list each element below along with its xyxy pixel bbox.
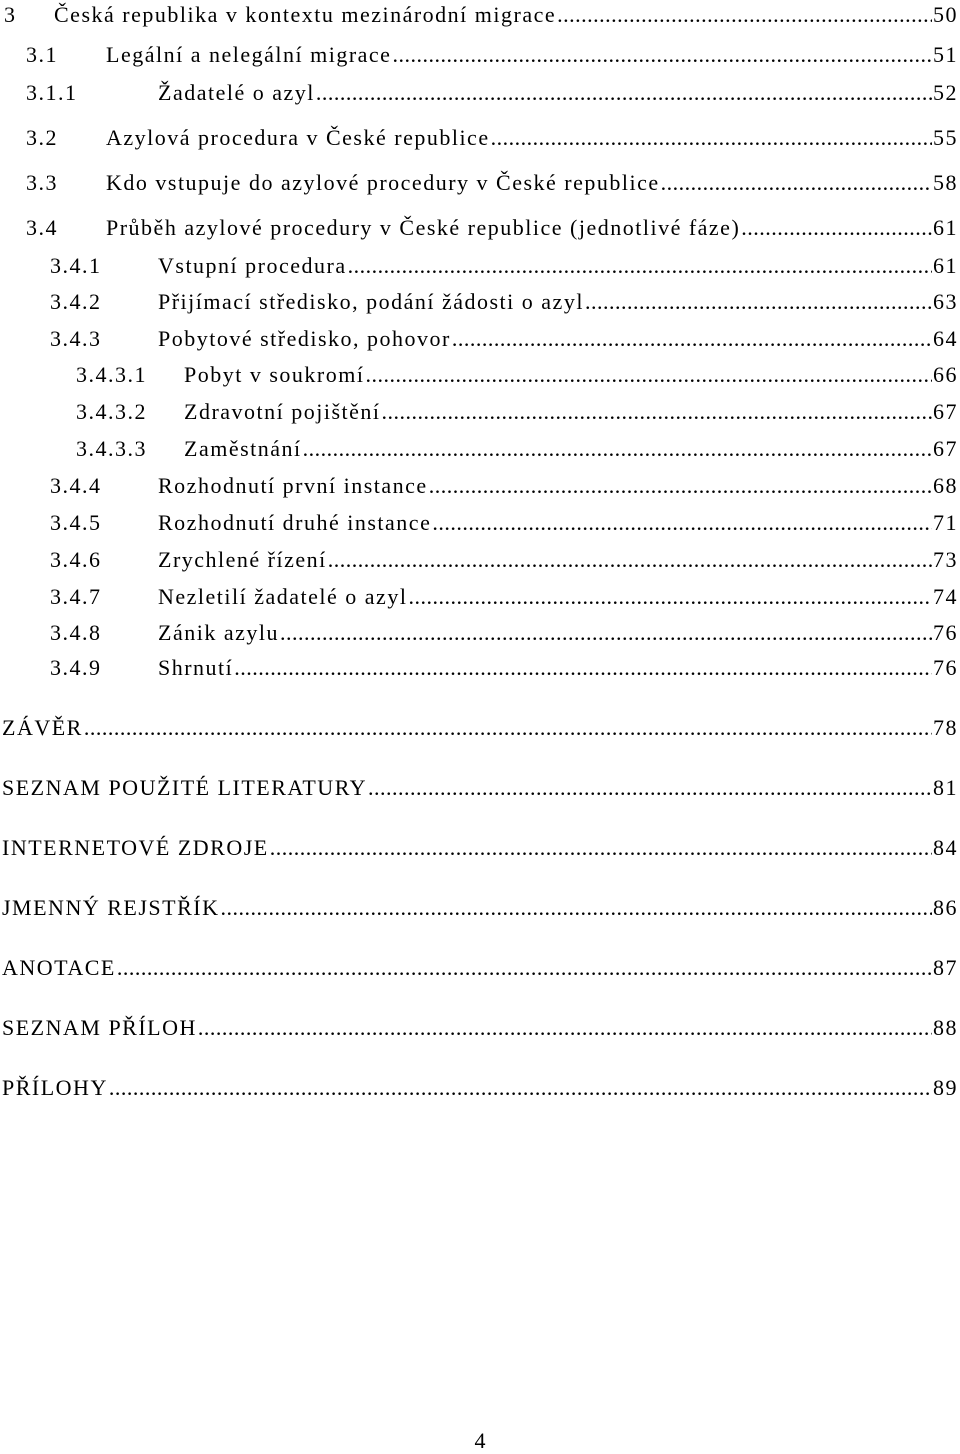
toc-entry-number: 3.4.3.1 (76, 362, 147, 387)
page-number: 4 (474, 1428, 486, 1453)
toc-entry-page: 58 (933, 170, 958, 195)
dot-leader (220, 895, 932, 921)
toc-entry-number: 3.4.5 (50, 510, 102, 535)
toc-entry (50, 584, 958, 614)
dot-leader (408, 584, 932, 610)
dot-leader (557, 2, 932, 28)
toc-entry-title: Průběh azylové procedury v České republice (jednotlivé fáze) (106, 215, 741, 240)
toc-entry-number: 3.4.2 (50, 289, 102, 314)
toc-entry-page: 66 (933, 362, 958, 387)
toc-entry-page: 61 (933, 215, 958, 240)
toc-entry-page: 52 (933, 80, 958, 105)
toc-entry-page: 87 (933, 955, 958, 980)
toc-entry (26, 170, 958, 200)
toc-entry-title: SEZNAM PŘÍLOH (2, 1015, 197, 1040)
dot-leader (348, 253, 932, 279)
toc-entry-page: 50 (933, 2, 958, 27)
toc-entry-title: PŘÍLOHY (2, 1075, 108, 1100)
toc-entry-number: 3.4.3.2 (76, 399, 147, 424)
toc-entry-number: 3 (4, 2, 17, 27)
toc-entry (2, 1075, 958, 1105)
toc-entry-number: 3.4.8 (50, 620, 102, 645)
toc-entry-page: 51 (933, 42, 958, 67)
dot-leader (270, 835, 932, 861)
toc-entry (2, 835, 958, 865)
toc-entry-page: 63 (933, 289, 958, 314)
toc-entry (50, 473, 958, 503)
dot-leader (429, 473, 932, 499)
dot-leader (365, 362, 932, 388)
toc-entry-page: 64 (933, 326, 958, 351)
toc-entry (26, 215, 958, 245)
toc-entry-title: Nezletilí žadatelé o azyl (158, 584, 408, 609)
toc-entry-title: Azylová procedura v České republice (106, 125, 490, 150)
toc-entry-number: 3.3 (26, 170, 58, 195)
toc-entry-title: Žadatelé o azyl (158, 80, 315, 105)
toc-entry-number: 3.4.9 (50, 655, 102, 680)
toc-entry (50, 620, 958, 650)
dot-leader (491, 125, 932, 151)
toc-entry-title: INTERNETOVÉ ZDROJE (2, 835, 269, 860)
toc-entry-page: 88 (933, 1015, 958, 1040)
toc-entry-page: 76 (933, 655, 958, 680)
dot-leader (452, 326, 932, 352)
toc-entry-title: ANOTACE (2, 955, 116, 980)
toc-entry-title: Rozhodnutí druhé instance (158, 510, 432, 535)
toc-entry-page: 74 (933, 584, 958, 609)
toc-entry (76, 399, 958, 429)
toc-entry-title: ZÁVĚR (2, 715, 83, 740)
toc-entry-title: Shrnutí (158, 655, 234, 680)
toc-entry-number: 3.4.4 (50, 473, 102, 498)
toc-entry-page: 73 (933, 547, 958, 572)
toc-entry-page: 68 (933, 473, 958, 498)
toc-entry-number: 3.4.7 (50, 584, 102, 609)
toc-entry (76, 436, 958, 466)
toc-entry (50, 326, 958, 356)
toc-entry-page: 61 (933, 253, 958, 278)
toc-entry-title: SEZNAM POUŽITÉ LITERATURY (2, 775, 368, 800)
toc-entry (2, 715, 958, 745)
toc-entry-title: Legální a nelegální migrace (106, 42, 392, 67)
dot-leader (382, 399, 932, 425)
toc-entry-title: Zrychlené řízení (158, 547, 327, 572)
toc-entry-page: 71 (933, 510, 958, 535)
dot-leader (316, 80, 932, 106)
toc-entry (26, 125, 958, 155)
dot-leader (234, 655, 932, 681)
toc-entry-page: 76 (933, 620, 958, 645)
toc-entry (76, 362, 958, 392)
toc-entry (50, 655, 958, 685)
toc-entry-number: 3.4 (26, 215, 58, 240)
toc-entry-page: 81 (933, 775, 958, 800)
toc-entry-page: 84 (933, 835, 958, 860)
toc-entry-page: 67 (933, 436, 958, 461)
dot-leader (661, 170, 932, 196)
dot-leader (117, 955, 932, 981)
toc-entry (26, 80, 958, 110)
toc-entry-number: 3.1.1 (26, 80, 78, 105)
dot-leader (368, 775, 932, 801)
dot-leader (84, 715, 932, 741)
dot-leader (198, 1015, 932, 1041)
toc-entry (2, 775, 958, 805)
dot-leader (741, 215, 932, 241)
toc-entry-number: 3.1 (26, 42, 58, 67)
dot-leader (303, 436, 932, 462)
toc-entry-title: Kdo vstupuje do azylové procedury v České republice (106, 170, 660, 195)
dot-leader (328, 547, 932, 573)
toc-entry (4, 2, 958, 32)
toc-entry-title: JMENNÝ REJSTŘÍK (2, 895, 220, 920)
toc-entry-number: 3.4.1 (50, 253, 102, 278)
toc-entry (2, 895, 958, 925)
toc-entry-title: Pobyt v soukromí (184, 362, 365, 387)
toc-entry-title: Zánik azylu (158, 620, 279, 645)
dot-leader (109, 1075, 932, 1101)
toc-entry-title: Zdravotní pojištění (184, 399, 381, 424)
toc-entry-title: Přijímací středisko, podání žádosti o azyl (158, 289, 584, 314)
toc-entry (50, 289, 958, 319)
dot-leader (392, 42, 932, 68)
dot-leader (585, 289, 932, 315)
toc-entry-title: Zaměstnání (184, 436, 302, 461)
dot-leader (432, 510, 932, 536)
toc-entry-number: 3.2 (26, 125, 58, 150)
toc-entry-page: 78 (933, 715, 958, 740)
toc-entry-page: 55 (933, 125, 958, 150)
toc-entry (50, 253, 958, 283)
toc-entry-page: 67 (933, 399, 958, 424)
toc-entry-title: Česká republika v kontextu mezinárodní migrace (54, 2, 557, 27)
toc-entry-page: 89 (933, 1075, 958, 1100)
toc-entry-page: 86 (933, 895, 958, 920)
toc-entry (50, 547, 958, 577)
toc-entry-number: 3.4.3 (50, 326, 102, 351)
toc-entry-title: Rozhodnutí první instance (158, 473, 428, 498)
toc-entry (2, 1015, 958, 1045)
toc-entry-number: 3.4.6 (50, 547, 102, 572)
toc-entry-title: Pobytové středisko, pohovor (158, 326, 451, 351)
toc-entry (26, 42, 958, 72)
toc-entry (2, 955, 958, 985)
dot-leader (280, 620, 932, 646)
toc-entry (50, 510, 958, 540)
toc-entry-number: 3.4.3.3 (76, 436, 147, 461)
toc-entry-title: Vstupní procedura (158, 253, 347, 278)
